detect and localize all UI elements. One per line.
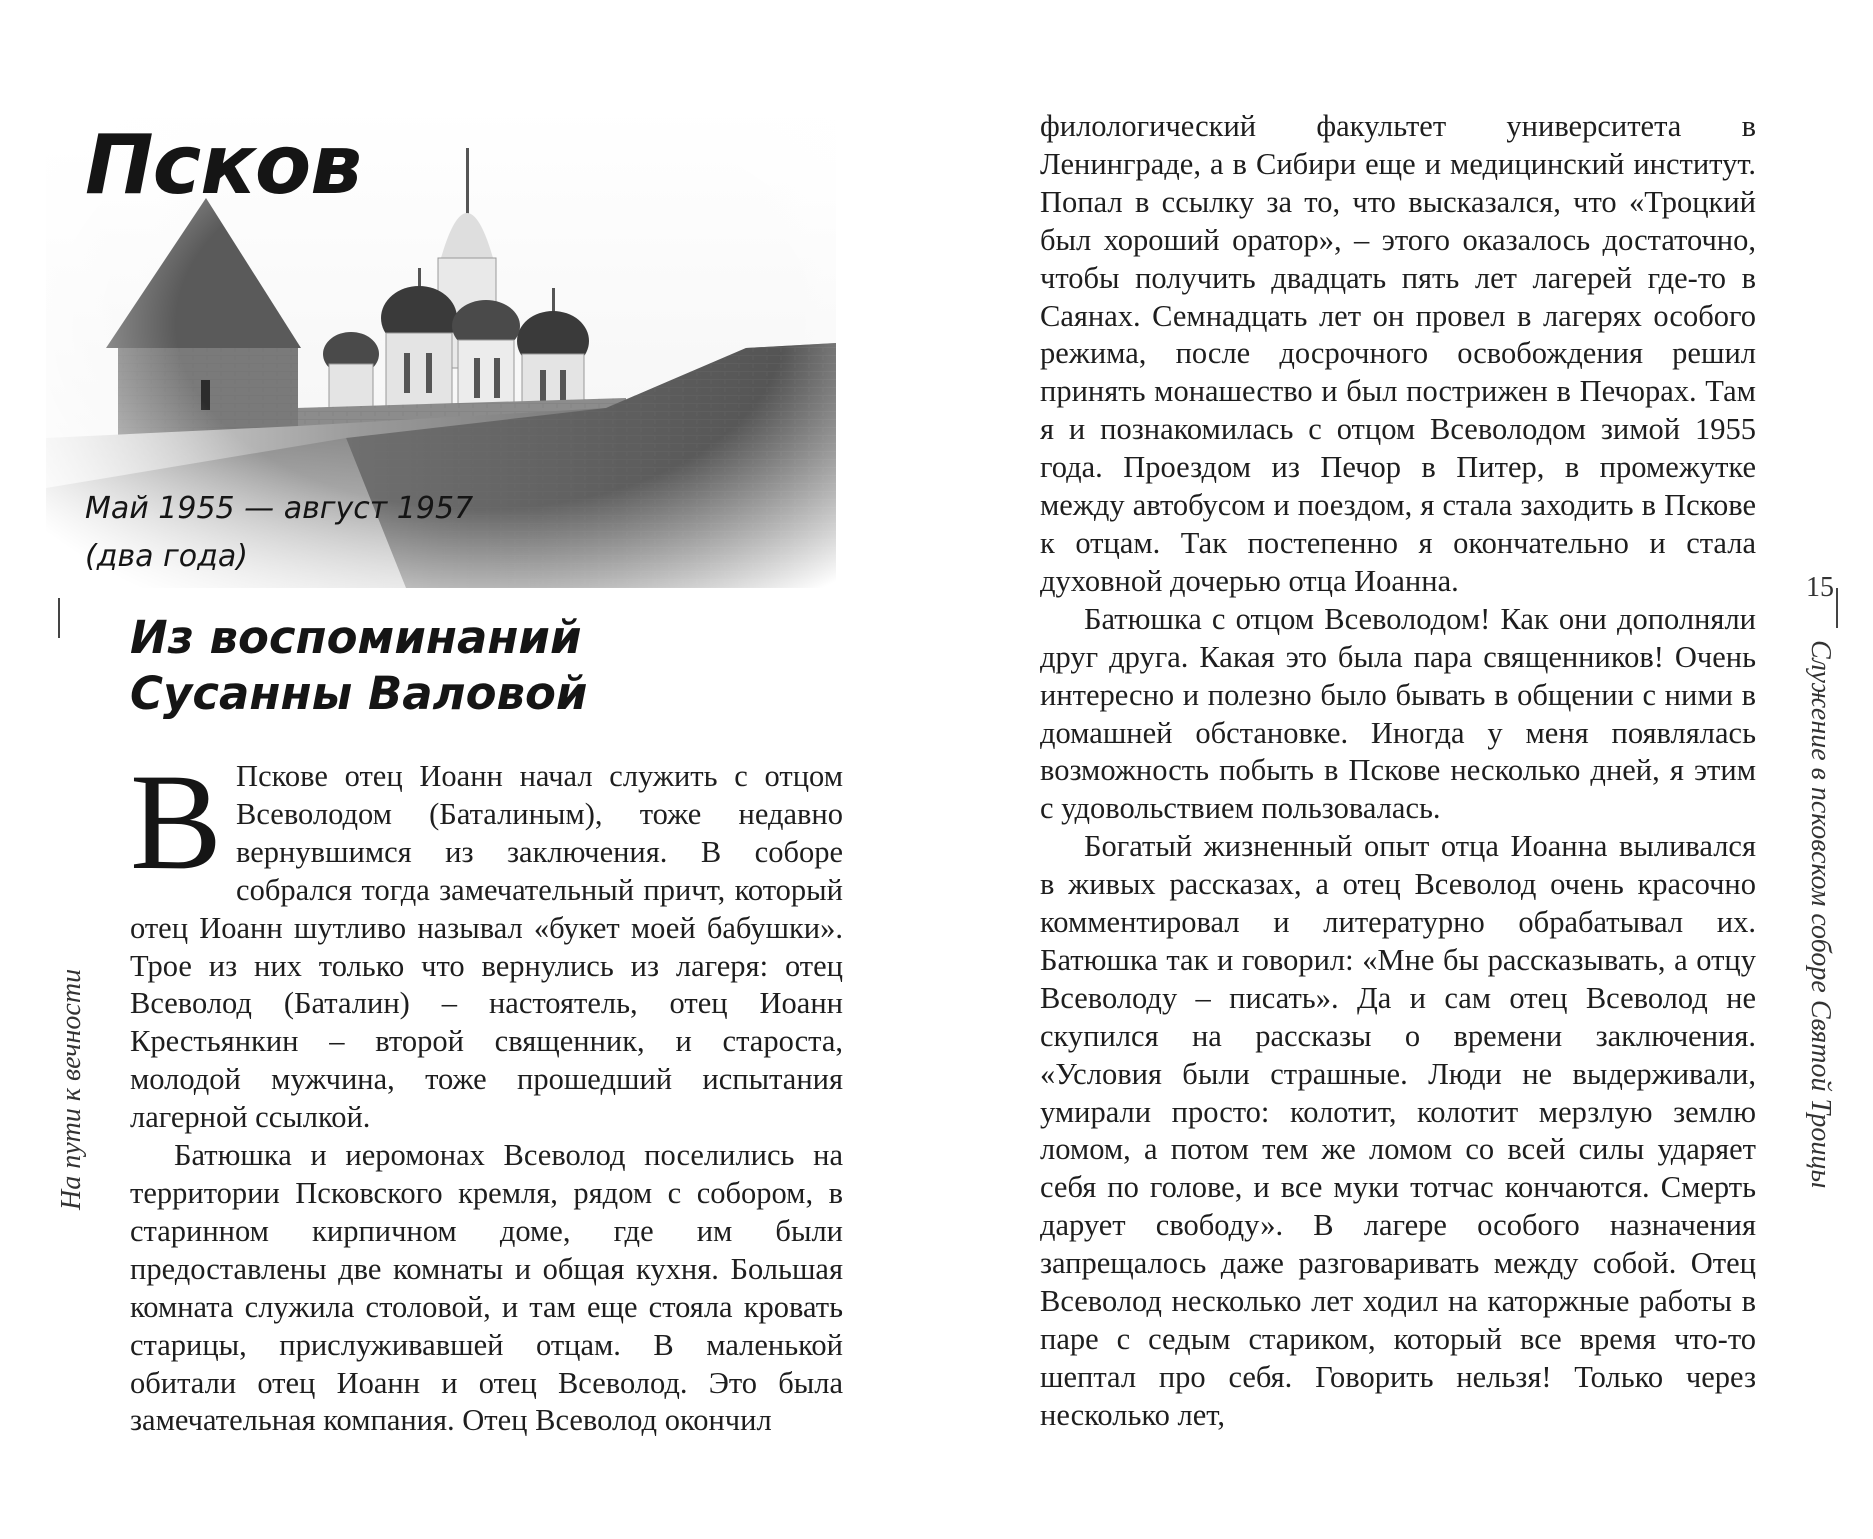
paragraph-text: Пскове отец Иоанн начал служить с отцом Всеволодом (Баталиным), тоже недавно вернувшимся из заключения. В соборе собрался тогда замечательный причт, который отец Иоанн шутливо называл «букет моей бабушки». Трое из них только что вернулись из лагеря: отец Всеволод (Баталин) – настоятель, отец Иоанн Крестьянкин – второй священник, и староста, молодой мужчина, тоже прошедший испытания лагерной ссылкой.: [130, 759, 843, 1135]
section-title-line-2: Сусанны Валовой: [130, 667, 588, 720]
drop-cap: В: [130, 745, 223, 898]
running-head-right: Служение в псковском соборе Святой Троицы: [1805, 640, 1836, 1189]
paragraph: Батюшка с отцом Всеволодом! Как они дополняли друг друга. Какая это была пара священников! Очень интересно и полезно было бывать в общении с ними в домашней обстановке. Иногда у меня появлялась возможность побыть в Пскове несколько дней, я этим с удовольствием пользовалась.: [1040, 601, 1756, 826]
chapter-title: Псков: [85, 118, 362, 213]
page-number: 15: [1806, 572, 1834, 603]
running-head-divider: [58, 598, 60, 638]
running-head-left: На пути к вечности: [56, 968, 87, 1210]
paragraph: Богатый жизненный опыт отца Иоанна выливался в живых рассказах, а отец Всеволод очень красочно комментировал и литературно обрабатывал их. Батюшка так и говорил: «Мне бы рассказывать, а отцу Всеволоду – писать». Да и сам отец Всеволод не скупился на рассказы о времени заключения. «Условия были страшные. Люди не выдерживали, умирали просто: колотит, колотит мерзлую землю ломом, а потом тем же ломом со всей силы ударяет себя по голове, и все муки тотчас кончаются. Смерть дарует свободу». В лагере особого назначения запрещалось даже разговаривать между собой. Отец Всеволод несколько лет ходил на каторжные работы в паре с седым стариком, который все время что-то шептал про себя. Говорить нельзя! Только через несколько лет,: [1040, 829, 1756, 1432]
left-body-text: [130, 745, 843, 1440]
running-head-divider: [1836, 588, 1838, 628]
paragraph: Батюшка и иеромонах Всеволод поселились на территории Псковского кремля, рядом с собором, в старинном кирпичном доме, где им были предоставлены две комнаты и общая кухня. Большая комната служила столовой, и там еще стояла кровать старицы, прислуживавшей отцам. В маленькой обитали отец Иоанн и отец Всеволод. Это была замечательная компания. Отец Всеволод окончил: [130, 1138, 843, 1438]
section-title: [130, 610, 830, 722]
chapter-dates-range: Май 1955 — август 1957: [85, 491, 474, 526]
chapter-dates: [85, 485, 473, 581]
right-body-text: [1040, 108, 1756, 1435]
chapter-dates-duration: (два года): [85, 539, 248, 574]
paragraph: [130, 745, 843, 1137]
paragraph: филологический факультет университета в Ленинграде, а в Сибири еще и медицинский институт. Попал в ссылку за то, что высказался, что «Троцкий был хороший оратор», – этого оказалось достаточно, чтобы получить двадцать пять лет лагерей где-то в Саянах. Семнадцать лет он провел в лагерях особого режима, после досрочного освобождения решил принять монашество и был пострижен в Печорах. Там я и познакомилась с отцом Всеволодом зимой 1955 года. Проездом из Печор в Питер, в промежутке между автобусом и поездом, я стала заходить в Пскове к отцам. Так постепенно я окончательно и стала духовной дочерью отца Иоанна.: [1040, 109, 1756, 598]
section-title-line-1: Из воспоминаний: [130, 611, 582, 664]
